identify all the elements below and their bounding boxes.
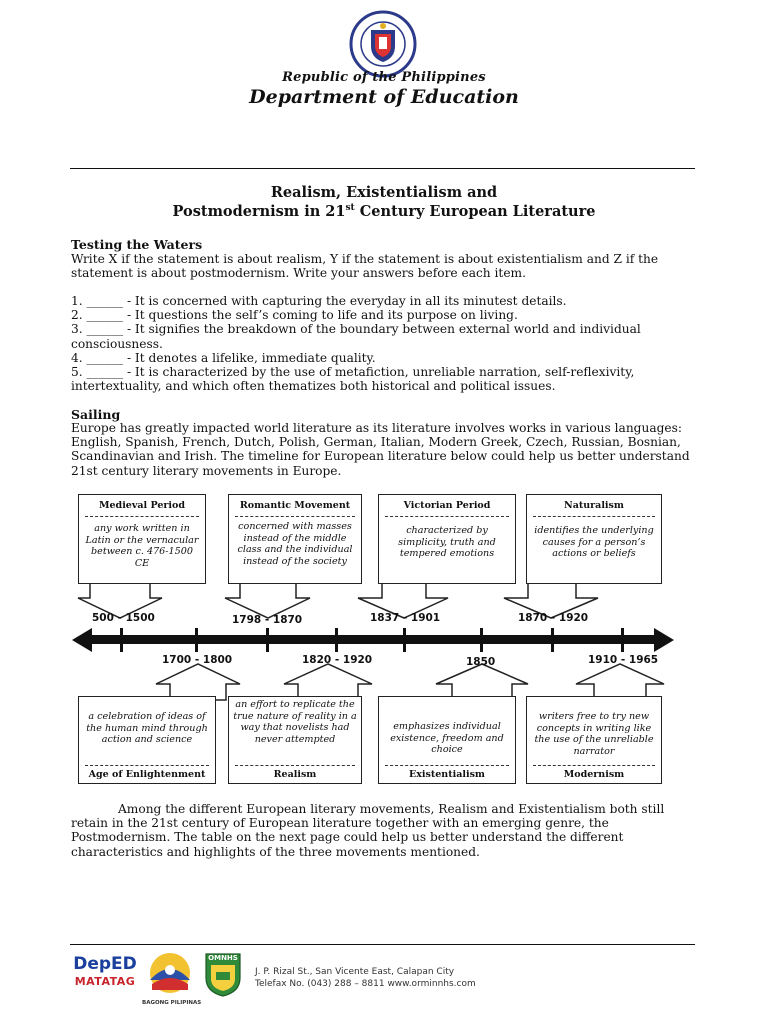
timeline-date: 1870 - 1920 [518, 612, 589, 624]
timeline-desc: an effort to replicate the true nature of reality in a way that novelists had never attempted [233, 699, 357, 745]
timeline-date: 1820 - 1920 [302, 654, 373, 666]
question-item-5: 5. ______ - It is characterized by the use of metafiction, unreliable narration, self-reflexivity, intertextuality, and which often thematizes both historical and political issues. [71, 365, 635, 394]
timeline-title: Existentialism [409, 769, 485, 780]
testing-heading: Testing the Waters [71, 237, 203, 252]
timeline-desc: identifies the underlying causes for a person’s actions or beliefs [534, 525, 654, 560]
timeline-title: Realism [273, 769, 317, 780]
department-label: Department of Education [249, 86, 519, 108]
footer-phone-web: Telefax No. (043) 288 – 8811 www.orminnhs.com [255, 979, 476, 989]
timeline-date: 1910 - 1965 [588, 654, 659, 666]
timeline-box-victorian [378, 494, 516, 584]
footer-divider [70, 944, 695, 945]
timeline-date: 500 - 1500 [92, 612, 155, 624]
timeline-desc: any work written in Latin or the vernacular between c. 476-1500 CE [85, 523, 199, 569]
question-item-1: 1. ______ - It is concerned with capturing the everyday in all its minutest details. [71, 294, 567, 308]
timeline-desc: concerned with masses instead of the middle class and the individual instead of the society [237, 521, 353, 567]
timeline-box-medieval [78, 494, 206, 584]
republic-label: Republic of the Philippines [282, 70, 486, 85]
timeline-desc: writers free to try new concepts in writing like the use of the unreliable narrator [534, 711, 654, 757]
header-divider [70, 168, 695, 169]
timeline-desc: emphasizes individual existence, freedom and choice [390, 721, 504, 756]
question-item-2: 2. ______ - It questions the self’s coming to life and its purpose on living. [71, 308, 518, 323]
sailing-paragraph: Europe has greatly impacted world literature as its literature involves works in various languages: English, Spanish, French, Dutch, Polish, German, Italian, Modern Greek, Czech, Russian, Bosnian, Scandinavian and Irish. The timeline for European literature below could help us better understand 21st century literary movements in Europe. [71, 421, 690, 478]
timeline-box-realism [228, 696, 362, 784]
timeline-box-modernism [526, 696, 662, 784]
timeline-title: Victorian Period [403, 500, 491, 511]
timeline-date: 1798 - 1870 [232, 614, 303, 626]
timeline-title: Age of Enlightenment [88, 769, 206, 780]
timeline-box-naturalism [526, 494, 662, 584]
question-list [71, 294, 696, 393]
timeline-title: Naturalism [564, 500, 624, 511]
timeline-title: Romantic Movement [239, 500, 351, 511]
timeline-date: 1850 [466, 656, 496, 668]
sailing-heading: Sailing [71, 407, 121, 422]
question-item-3: 3. ______ - It signifies the breakdown of the boundary between external world and individual consciousness. [71, 322, 641, 351]
timeline-desc: characterized by simplicity, truth and tempered emotions [398, 525, 496, 560]
question-item-4: 4. ______ - It denotes a lifelike, immediate quality. [71, 350, 376, 365]
timeline-box-enlightenment [78, 696, 216, 784]
timeline-box-existentialism [378, 696, 516, 784]
bagong-pilipinas-logo: BAGONG PILIPINAS [142, 950, 198, 1008]
closing-paragraph: Among the different European literary movements, Realism and Existentialism both still retain in the 21st century of European literature together with an emerging genre, the Postmodernism. The table on the next page could help us better understand the different characteristics and highlights of the three movements mentioned. [71, 802, 665, 859]
literature-timeline [70, 490, 696, 790]
timeline-title: Medieval Period [99, 500, 185, 511]
timeline-box-romantic [228, 494, 362, 584]
doc-title-line1: Realism, Existentialism and [270, 184, 498, 201]
doc-title-line2: Postmodernism in 21st Century European Literature [172, 203, 596, 220]
deped-matatag-logo: DepED MATATAG [73, 954, 137, 988]
timeline-date: 1700 - 1800 [162, 654, 233, 666]
timeline-title: Modernism [563, 769, 625, 780]
school-logo: OMNHS [203, 950, 243, 998]
deped-seal-logo [349, 10, 417, 78]
footer-address: J. P. Rizal St., San Vicente East, Calapan City [255, 967, 455, 977]
timeline-desc: a celebration of ideas of the human mind through action and science [86, 711, 208, 746]
testing-instructions: Write X if the statement is about realism, Y if the statement is about existentialism and Z if the statement is about postmodernism. Write your answers before each item. [71, 252, 659, 281]
bagong-pilipinas-emblem [142, 950, 198, 996]
timeline-date: 1837 - 1901 [370, 612, 441, 624]
